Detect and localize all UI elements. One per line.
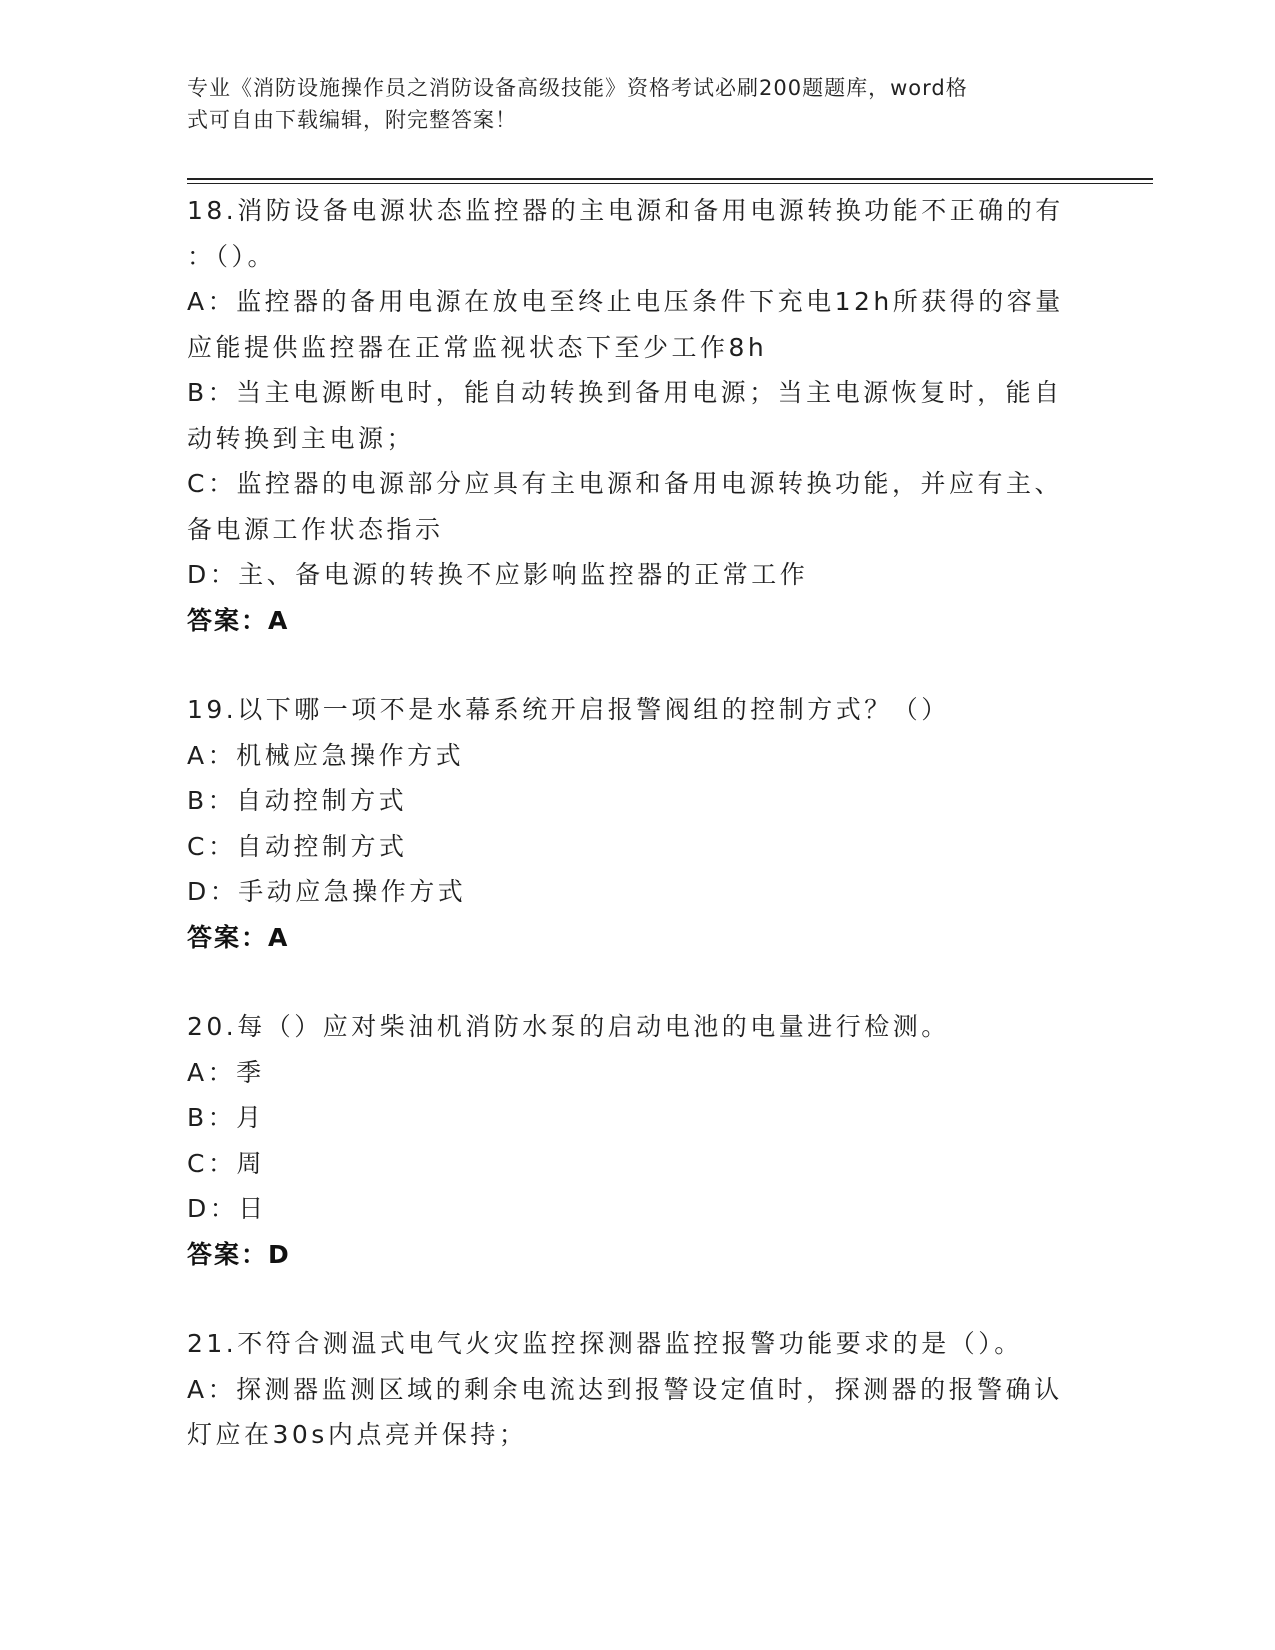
question-block [187,687,1077,960]
question-line: 动转换到主电源； [187,423,416,453]
question-line: ：（）。 [187,241,277,271]
question-spacer [187,643,1077,687]
question-line: C：监控器的电源部分应具有主电源和备用电源转换功能，并应有主、 [187,469,1063,498]
question-line: D：日 [187,1194,267,1223]
question-line: B：当主电源断电时，能自动转换到备用电源；当主电源恢复时，能自 [187,378,1063,407]
answer-line: 答案：A [187,922,290,952]
question-block [187,1321,1077,1458]
question-line: 19.以下哪一项不是水幕系统开启报警阀组的控制方式？（） [187,695,950,724]
question-line: B：月 [187,1103,265,1132]
question-line: A：季 [187,1057,265,1087]
header-divider-thin [187,183,1153,184]
question-block [187,1004,1077,1277]
header-line-1: 专业《消防设施操作员之消防设备高级技能》资格考试必刷200题题库，word格 [187,76,968,100]
question-line: B：自动控制方式 [187,786,408,815]
question-line: A：机械应急操作方式 [187,740,465,770]
question-line: 备电源工作状态指示 [187,514,444,544]
answer-line: 答案：A [187,605,290,635]
question-line: 20.每（）应对柴油机消防水泵的启动电池的电量进行检测。 [187,1012,950,1041]
question-line: D：主、备电源的转换不应影响监控器的正常工作 [187,560,809,589]
question-spacer [187,1277,1077,1321]
question-line: D：手动应急操作方式 [187,877,467,906]
question-line: A：监控器的备用电源在放电至终止电压条件下充电12h所获得的容量 [187,287,1064,316]
header-line-2: 式可自由下载编辑，附完整答案！ [187,108,517,132]
question-line: 18.消防设备电源状态监控器的主电源和备用电源转换功能不正确的有 [187,196,1064,225]
question-spacer [187,960,1077,1004]
document-header [187,72,1067,136]
question-list [187,188,1077,1458]
question-line: 21.不符合测温式电气火灾监控探测器监控报警功能要求的是（）。 [187,1329,1023,1358]
header-divider-thick [187,178,1153,180]
question-line: A：探测器监测区域的剩余电流达到报警设定值时，探测器的报警确认 [187,1374,1063,1404]
answer-line: 答案：D [187,1239,291,1269]
question-line: C：周 [187,1148,265,1178]
question-line: 应能提供监控器在正常监视状态下至少工作8h [187,332,768,362]
question-block [187,188,1077,643]
question-line: C：自动控制方式 [187,831,408,861]
question-line: 灯应在30s内点亮并保持； [187,1420,528,1449]
